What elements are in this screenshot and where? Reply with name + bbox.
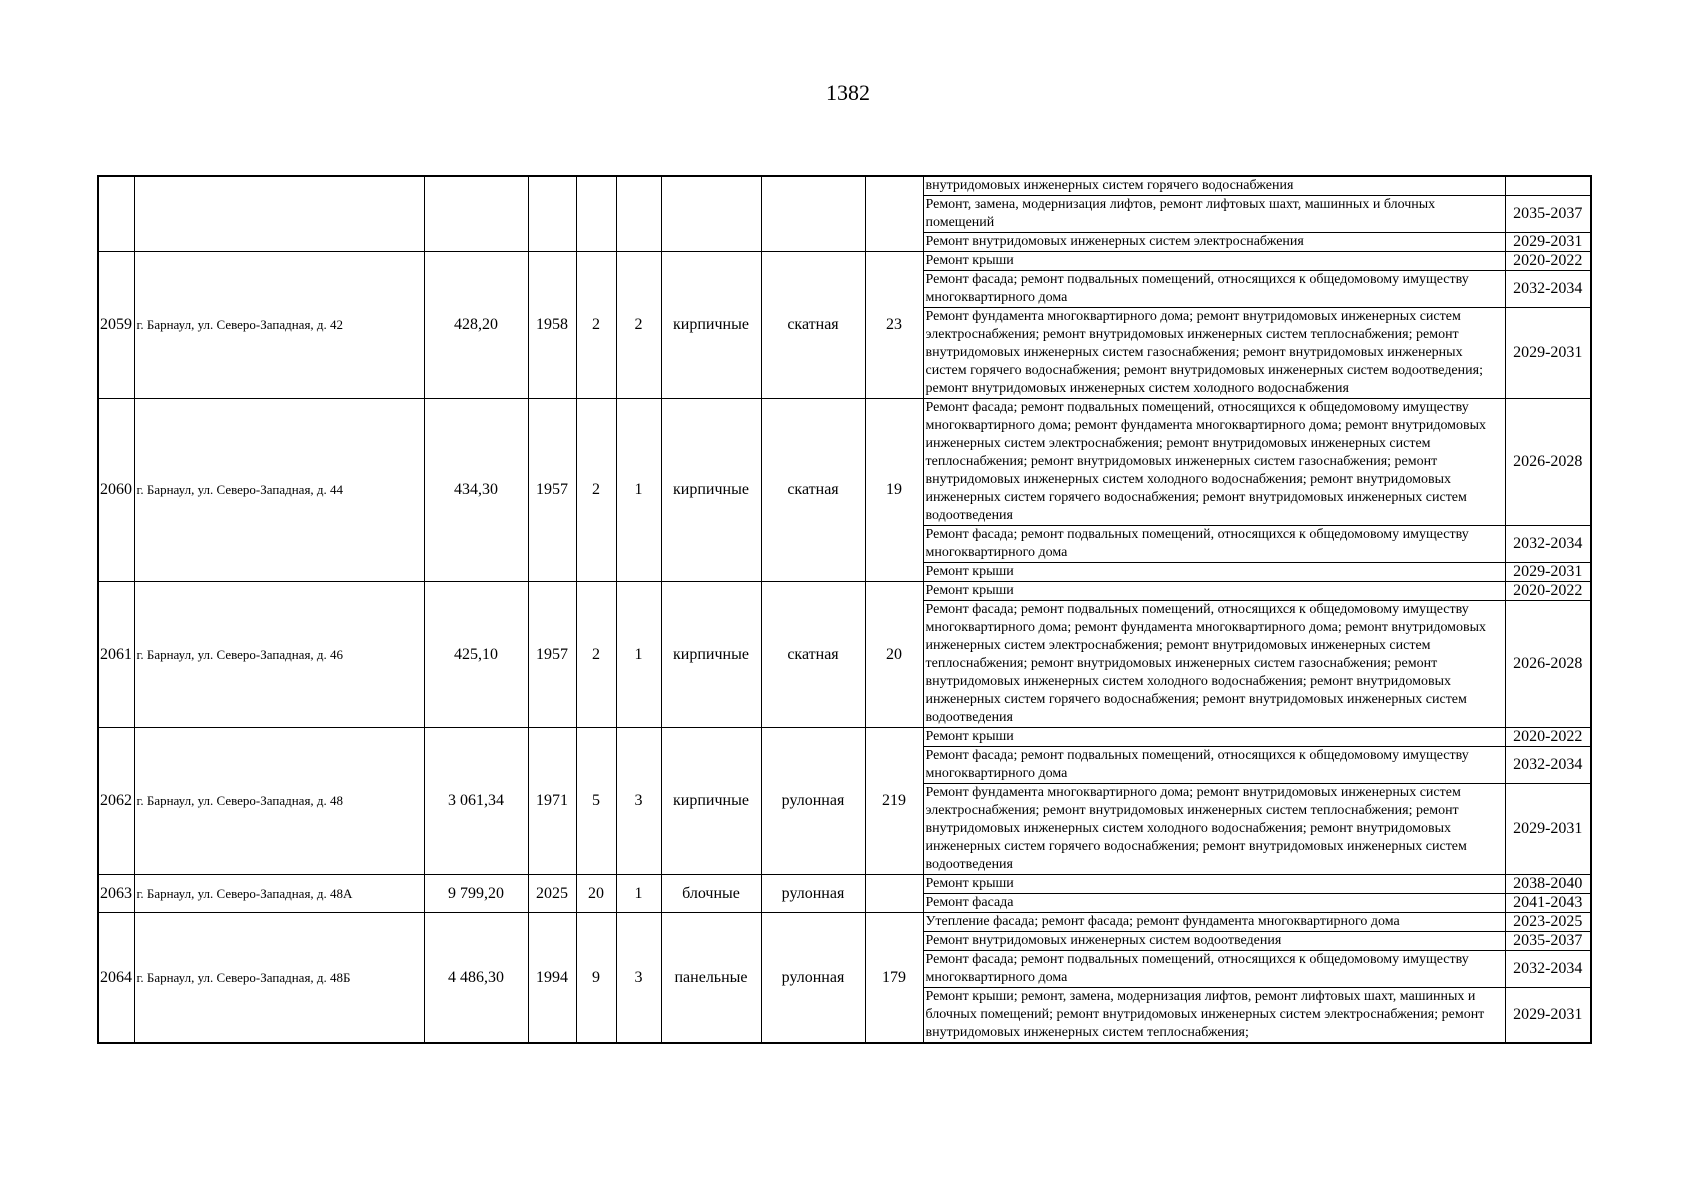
wall-material: кирпичные xyxy=(661,399,761,582)
wall-material: панельные xyxy=(661,913,761,1044)
work-period: 2032-2034 xyxy=(1505,526,1591,563)
work-description: Ремонт крыши xyxy=(923,252,1505,271)
work-period: 2026-2028 xyxy=(1505,399,1591,526)
empty-cell xyxy=(865,176,923,252)
work-description: Ремонт фундамента многоквартирного дома; ремонт внутридомовых инженерных систем электроснабжения; ремонт внутридомовых инженерных систем теплоснабжения; ремонт внутридомовых инженерных систем холодного водоснабжения; ремонт внутридомовых инженерных систем горячего водоснабжения; ремонт внутридомовых инженерных систем водоотведения xyxy=(923,784,1505,875)
empty-cell xyxy=(98,176,134,252)
residents-count: 23 xyxy=(865,252,923,399)
total-area: 425,10 xyxy=(424,582,528,728)
roof-type: рулонная xyxy=(761,875,865,913)
wall-material: кирпичные xyxy=(661,252,761,399)
table-row xyxy=(98,913,1591,932)
building-number: 2064 xyxy=(98,913,134,1044)
work-period: 2038-2040 xyxy=(1505,875,1591,894)
work-period: 2029-2031 xyxy=(1505,563,1591,582)
commissioning-year: 2025 xyxy=(528,875,576,913)
work-period: 2032-2034 xyxy=(1505,747,1591,784)
empty-cell xyxy=(424,176,528,252)
commissioning-year: 1957 xyxy=(528,399,576,582)
table-row xyxy=(98,399,1591,526)
entrances-count: 1 xyxy=(616,399,661,582)
capital-repair-table xyxy=(97,175,1592,1044)
work-description: Ремонт фасада; ремонт подвальных помещений, относящихся к общедомовому имуществу многоквартирного дома xyxy=(923,271,1505,308)
total-area: 9 799,20 xyxy=(424,875,528,913)
commissioning-year: 1958 xyxy=(528,252,576,399)
residents-count: 19 xyxy=(865,399,923,582)
entrances-count: 3 xyxy=(616,728,661,875)
entrances-count: 1 xyxy=(616,582,661,728)
work-period: 2020-2022 xyxy=(1505,582,1591,601)
page-number: 1382 xyxy=(826,80,870,105)
work-description: Ремонт крыши xyxy=(923,582,1505,601)
building-number: 2063 xyxy=(98,875,134,913)
work-period: 2032-2034 xyxy=(1505,271,1591,308)
empty-cell xyxy=(134,176,424,252)
roof-type: скатная xyxy=(761,399,865,582)
work-description: Утепление фасада; ремонт фасада; ремонт фундамента многоквартирного дома xyxy=(923,913,1505,932)
empty-cell xyxy=(528,176,576,252)
work-description: Ремонт фасада; ремонт подвальных помещений, относящихся к общедомовому имуществу многоквартирного дома xyxy=(923,526,1505,563)
residents-count: 179 xyxy=(865,913,923,1044)
building-number: 2060 xyxy=(98,399,134,582)
floors-count: 2 xyxy=(576,582,616,728)
table-row xyxy=(98,252,1591,271)
building-address: г. Барнаул, ул. Северо-Западная, д. 48А xyxy=(134,875,424,913)
floors-count: 9 xyxy=(576,913,616,1044)
work-period: 2023-2025 xyxy=(1505,913,1591,932)
building-number: 2062 xyxy=(98,728,134,875)
empty-cell xyxy=(616,176,661,252)
continuation-row xyxy=(98,176,1591,196)
work-description: Ремонт фасада; ремонт подвальных помещений, относящихся к общедомовому имуществу многоквартирного дома; ремонт фундамента многоквартирного дома; ремонт внутридомовых инженерных систем электроснабжения; ремонт внутридомовых инженерных систем теплоснабжения; ремонт внутридомовых инженерных систем газоснабжения; ремонт внутридомовых инженерных систем холодного водоснабжения; ремонт внутридомовых инженерных систем горячего водоснабжения; ремонт внутридомовых инженерных систем водоотведения xyxy=(923,601,1505,728)
building-address: г. Барнаул, ул. Северо-Западная, д. 48Б xyxy=(134,913,424,1044)
work-description: Ремонт фасада xyxy=(923,894,1505,913)
building-number: 2059 xyxy=(98,252,134,399)
roof-type: скатная xyxy=(761,582,865,728)
total-area: 434,30 xyxy=(424,399,528,582)
building-address: г. Барнаул, ул. Северо-Западная, д. 44 xyxy=(134,399,424,582)
commissioning-year: 1994 xyxy=(528,913,576,1044)
empty-cell xyxy=(576,176,616,252)
entrances-count: 2 xyxy=(616,252,661,399)
work-description: Ремонт фасада; ремонт подвальных помещений, относящихся к общедомовому имуществу многоквартирного дома xyxy=(923,747,1505,784)
floors-count: 2 xyxy=(576,399,616,582)
work-period: 2041-2043 xyxy=(1505,894,1591,913)
wall-material: кирпичные xyxy=(661,582,761,728)
work-period: 2020-2022 xyxy=(1505,728,1591,747)
wall-material: блочные xyxy=(661,875,761,913)
empty-cell xyxy=(661,176,761,252)
work-period: 2020-2022 xyxy=(1505,252,1591,271)
work-description: Ремонт крыши; ремонт, замена, модернизация лифтов, ремонт лифтовых шахт, машинных и блочных помещений; ремонт внутридомовых инженерных систем электроснабжения; ремонт внутридомовых инженерных систем теплоснабжения; xyxy=(923,988,1505,1044)
entrances-count: 3 xyxy=(616,913,661,1044)
commissioning-year: 1957 xyxy=(528,582,576,728)
building-address: г. Барнаул, ул. Северо-Западная, д. 46 xyxy=(134,582,424,728)
work-description: Ремонт внутридомовых инженерных систем водоотведения xyxy=(923,932,1505,951)
residents-count xyxy=(865,875,923,913)
work-description: Ремонт крыши xyxy=(923,875,1505,894)
work-period: 2026-2028 xyxy=(1505,601,1591,728)
work-period: 2029-2031 xyxy=(1505,233,1591,252)
commissioning-year: 1971 xyxy=(528,728,576,875)
floors-count: 2 xyxy=(576,252,616,399)
table-row xyxy=(98,582,1591,601)
table-row xyxy=(98,728,1591,747)
building-address: г. Барнаул, ул. Северо-Западная, д. 48 xyxy=(134,728,424,875)
residents-count: 20 xyxy=(865,582,923,728)
work-period xyxy=(1505,176,1591,196)
work-description: Ремонт крыши xyxy=(923,728,1505,747)
total-area: 4 486,30 xyxy=(424,913,528,1044)
building-address: г. Барнаул, ул. Северо-Западная, д. 42 xyxy=(134,252,424,399)
residents-count: 219 xyxy=(865,728,923,875)
work-description: Ремонт крыши xyxy=(923,563,1505,582)
work-period: 2029-2031 xyxy=(1505,988,1591,1044)
work-description: внутридомовых инженерных систем горячего водоснабжения xyxy=(923,176,1505,196)
entrances-count: 1 xyxy=(616,875,661,913)
work-description: Ремонт фасада; ремонт подвальных помещений, относящихся к общедомовому имуществу многоквартирного дома; ремонт фундамента многоквартирного дома; ремонт внутридомовых инженерных систем электроснабжения; ремонт внутридомовых инженерных систем теплоснабжения; ремонт внутридомовых инженерных систем газоснабжения; ремонт внутридомовых инженерных систем холодного водоснабжения; ремонт внутридомовых инженерных систем горячего водоснабжения; ремонт внутридомовых инженерных систем водоотведения xyxy=(923,399,1505,526)
floors-count: 5 xyxy=(576,728,616,875)
work-period: 2035-2037 xyxy=(1505,196,1591,233)
total-area: 428,20 xyxy=(424,252,528,399)
work-period: 2029-2031 xyxy=(1505,784,1591,875)
roof-type: рулонная xyxy=(761,728,865,875)
building-number: 2061 xyxy=(98,582,134,728)
total-area: 3 061,34 xyxy=(424,728,528,875)
work-description: Ремонт фасада; ремонт подвальных помещений, относящихся к общедомовому имуществу многоквартирного дома xyxy=(923,951,1505,988)
floors-count: 20 xyxy=(576,875,616,913)
wall-material: кирпичные xyxy=(661,728,761,875)
work-description: Ремонт фундамента многоквартирного дома; ремонт внутридомовых инженерных систем электроснабжения; ремонт внутридомовых инженерных систем теплоснабжения; ремонт внутридомовых инженерных систем газоснабжения; ремонт внутридомовых инженерных систем горячего водоснабжения; ремонт внутридомовых инженерных систем водоотведения; ремонт внутридомовых инженерных систем холодного водоснабжения xyxy=(923,308,1505,399)
work-period: 2032-2034 xyxy=(1505,951,1591,988)
roof-type: скатная xyxy=(761,252,865,399)
table-row xyxy=(98,875,1591,894)
work-period: 2035-2037 xyxy=(1505,932,1591,951)
work-description: Ремонт, замена, модернизация лифтов, ремонт лифтовых шахт, машинных и блочных помещений xyxy=(923,196,1505,233)
work-description: Ремонт внутридомовых инженерных систем электроснабжения xyxy=(923,233,1505,252)
roof-type: рулонная xyxy=(761,913,865,1044)
empty-cell xyxy=(761,176,865,252)
work-period: 2029-2031 xyxy=(1505,308,1591,399)
